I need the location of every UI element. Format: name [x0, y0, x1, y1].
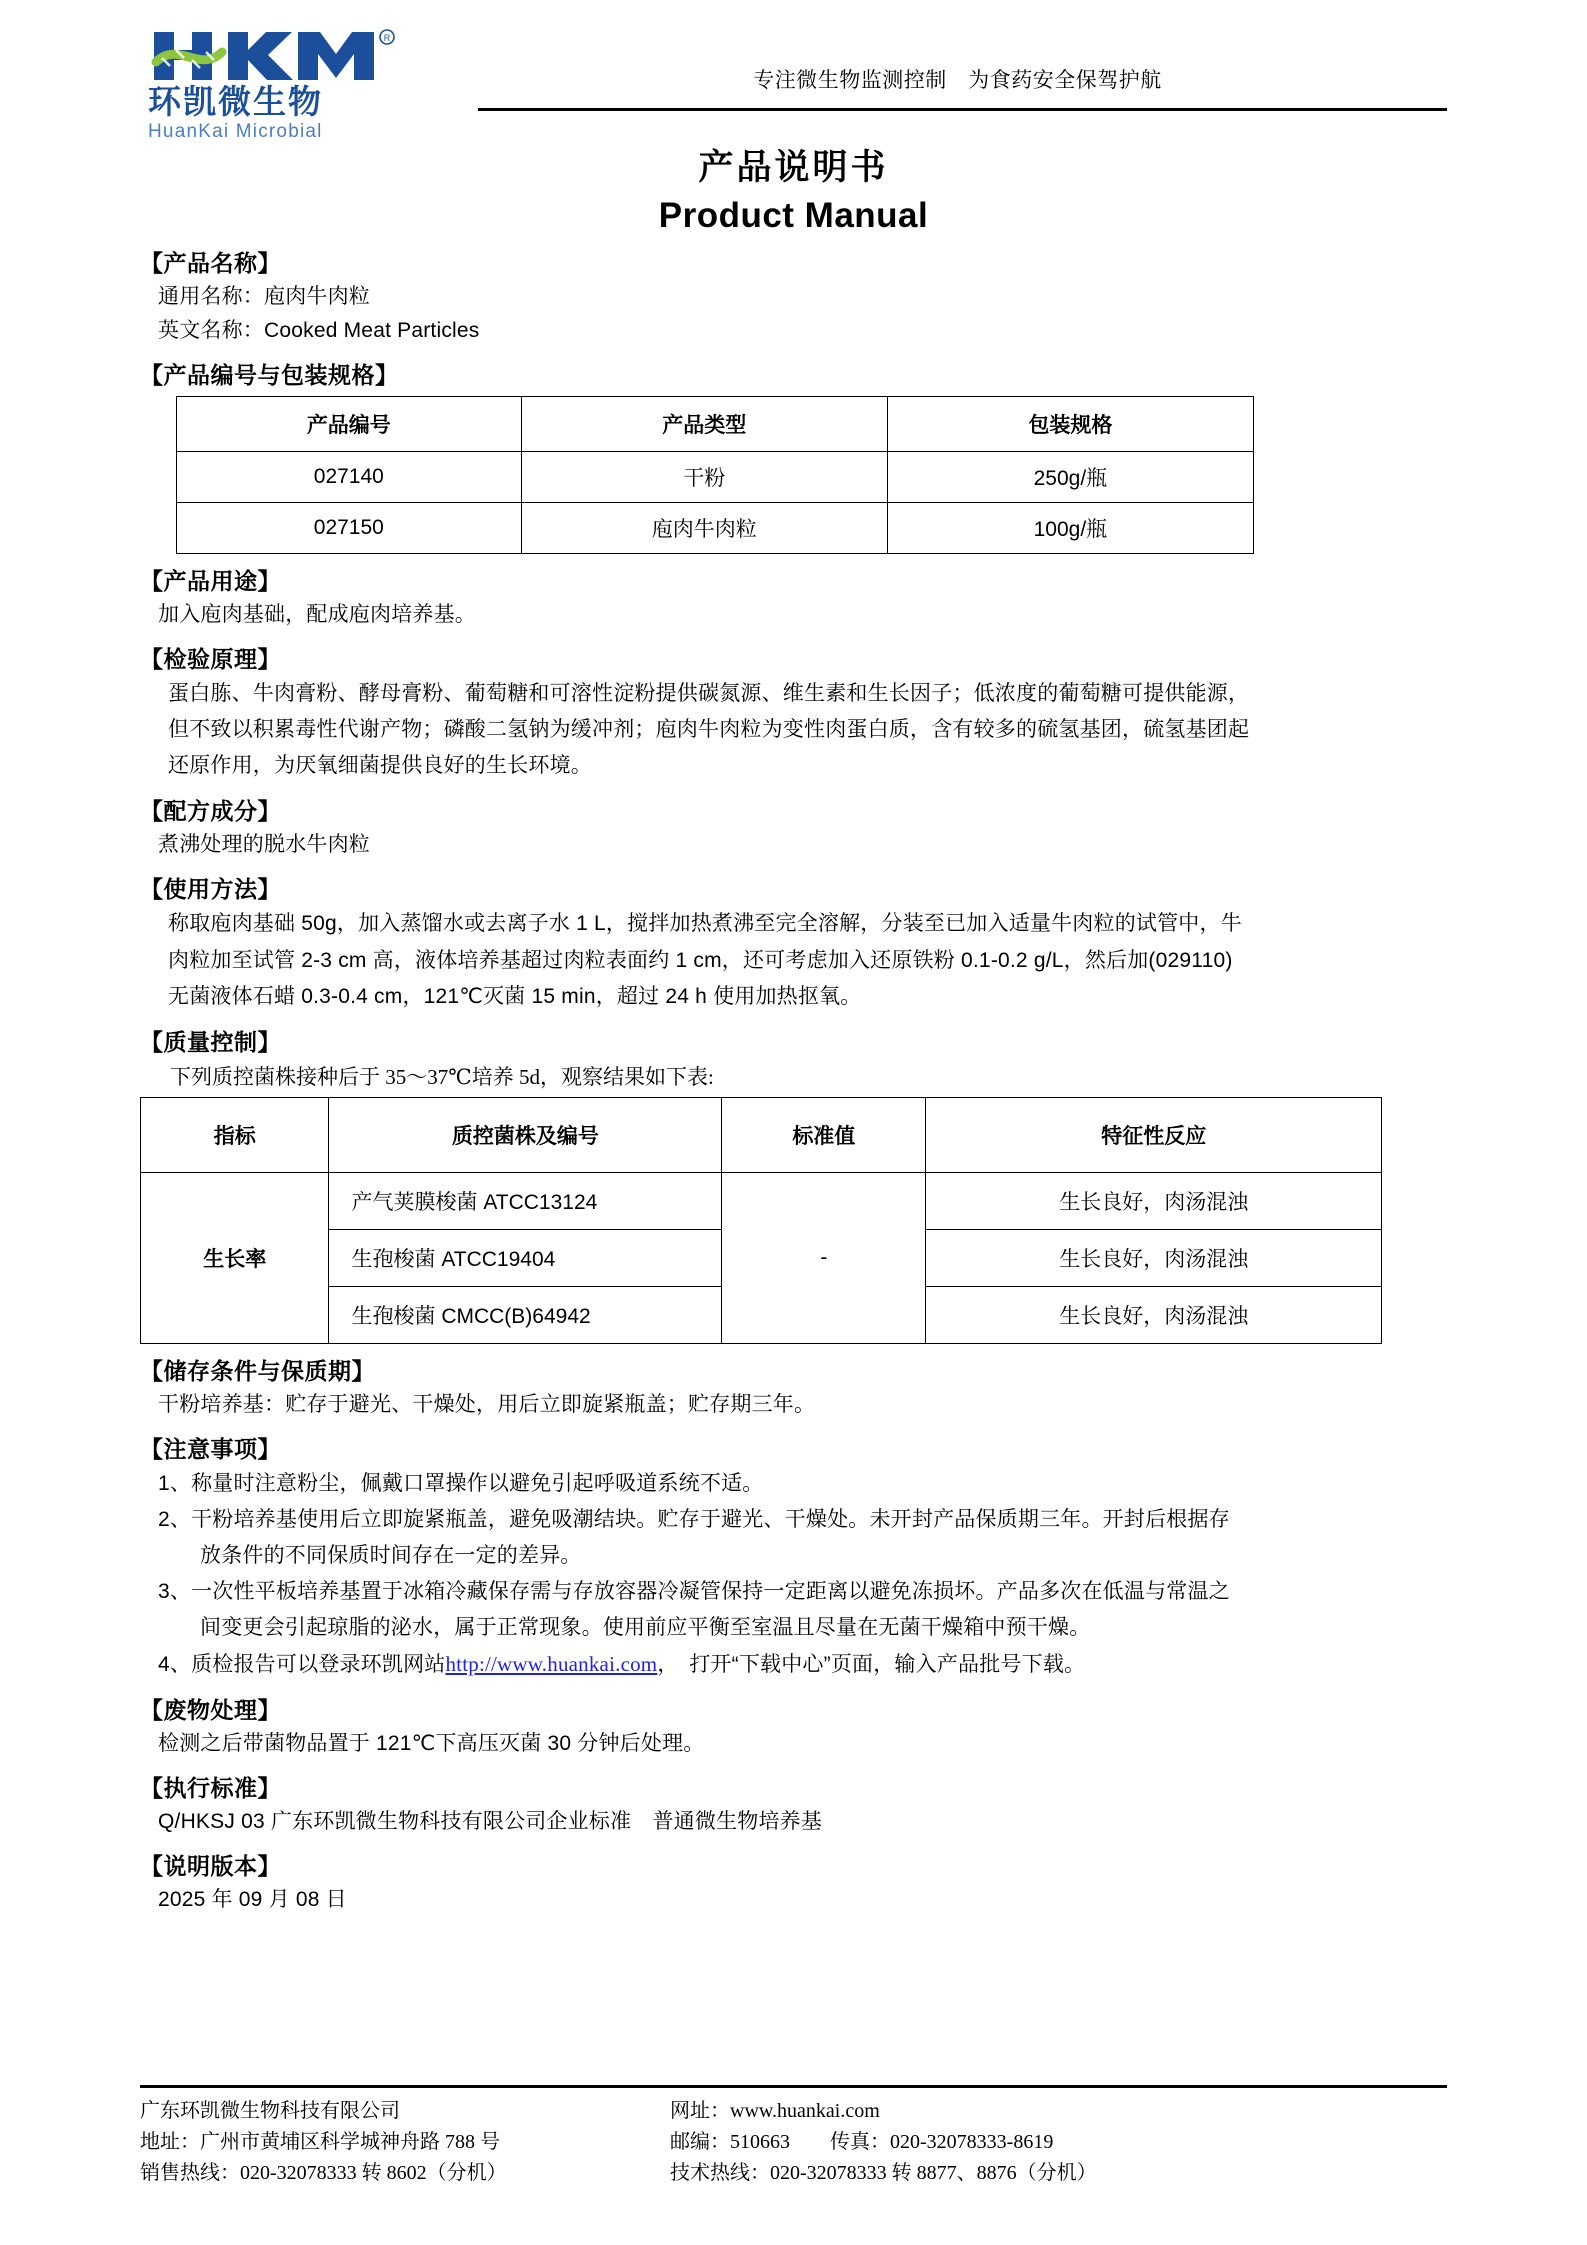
purpose-text: 加入庖肉基础，配成庖肉培养基。 [158, 603, 476, 627]
product-english-name-row [140, 314, 1447, 348]
section-heading-storage: 【储存条件与保质期】 [140, 1357, 375, 1384]
spec-cell-code: 027140 [177, 452, 522, 503]
page-footer [140, 2085, 1447, 2189]
svg-text:R: R [383, 33, 391, 43]
spec-cell-type: 干粉 [521, 452, 887, 503]
spec-cell-code: 027150 [177, 503, 522, 554]
qc-cell-reaction: 生长良好，肉汤混浊 [926, 1229, 1382, 1286]
qc-cell-standard: - [722, 1172, 926, 1343]
spec-cell-package: 100g/瓶 [887, 503, 1253, 554]
principle-line-1: 蛋白胨、牛肉膏粉、酵母膏粉、葡萄糖和可溶性淀粉提供碳氮源、维生素和生长因子；低浓度的葡萄糖可提供能源， [168, 682, 1250, 706]
product-english-name-value: Cooked Meat Particles [264, 319, 480, 343]
page-title-cn: 产品说明书 [698, 148, 889, 187]
note-item-2-text: 2、干粉培养基使用后立即旋紧瓶盖，避免吸潮结块。贮存于避光、干燥处。未开封产品保质期三年。开封后根据存 [158, 1507, 1230, 1531]
footer-address: 地址：广州市黄埔区科学城神舟路 788 号 [140, 2131, 500, 2153]
table-row [177, 452, 1254, 503]
principle-paragraph [140, 676, 1447, 784]
note-item-1-text: 1、称量时注意粉尘，佩戴口罩操作以避免引起呼吸道系统不适。 [158, 1471, 764, 1495]
footer-left-column [140, 2096, 670, 2189]
note-item-2-cont: 放条件的不同保质时间存在一定的差异。 [200, 1543, 582, 1567]
usage-line-1: 称取庖肉基础 50g，加入蒸馏水或去离子水 1 L，搅拌加热煮沸至完全溶解，分装至已加入适量牛肉粒的试管中，牛 [168, 912, 1242, 936]
section-heading-quality-control: 【质量控制】 [140, 1028, 281, 1055]
qc-col-strain: 质控菌株及编号 [329, 1097, 722, 1172]
product-common-name-value: 庖肉牛肉粒 [264, 285, 370, 308]
footer-sales-hotline: 销售热线：020-32078333 转 8602（分机） [140, 2162, 507, 2184]
spec-col-package: 包装规格 [887, 397, 1253, 452]
product-common-name-label: 通用名称： [158, 285, 264, 308]
note-item-4-prefix: 4、质检报告可以登录环凯网站 [158, 1653, 446, 1677]
qc-col-reaction: 特征性反应 [926, 1097, 1382, 1172]
storage-text: 干粉培养基：贮存于避光、干燥处，用后立即旋紧瓶盖；贮存期三年。 [158, 1392, 816, 1416]
product-common-name-row [140, 280, 1447, 314]
header-right [478, 28, 1447, 111]
section-heading-purpose: 【产品用途】 [140, 568, 281, 595]
section-heading-spec: 【产品编号与包装规格】 [140, 362, 399, 389]
note-item-4-suffix: ， 打开“下载中心”页面，输入产品批号下载。 [657, 1653, 1086, 1677]
section-heading-standard: 【执行标准】 [140, 1775, 281, 1802]
qc-cell-index: 生长率 [141, 1172, 329, 1343]
waste-text: 检测之后带菌物品置于 121℃下高压灭菌 30 分钟后处理。 [158, 1732, 705, 1756]
list-item [140, 1502, 1447, 1574]
section-heading-notes: 【注意事项】 [140, 1435, 281, 1462]
company-tagline: 专注微生物监测控制 为食药安全保驾护航 [753, 69, 1162, 92]
qc-intro-text: 下列质控菌株接种后于 35～37℃培养 5d，观察结果如下表: [170, 1064, 714, 1089]
qc-cell-strain: 生孢梭菌 ATCC19404 [329, 1229, 722, 1286]
header-divider [478, 108, 1447, 111]
footer-right-column [670, 2096, 1447, 2189]
section-heading-product-name: 【产品名称】 [140, 250, 281, 276]
logo-english-name: HuanKai Microbial [148, 121, 323, 143]
section-heading-waste: 【废物处理】 [140, 1697, 281, 1724]
usage-paragraph [140, 906, 1447, 1014]
qc-col-index: 指标 [141, 1097, 329, 1172]
principle-line-2: 但不致以积累毒性代谢产物；磷酸二氢钠为缓冲剂；庖肉牛肉粒为变性肉蛋白质，含有较多的硫氢基团，硫氢基团起 [168, 718, 1250, 742]
page-header [140, 0, 1447, 143]
qc-cell-strain: 产气荚膜梭菌 ATCC13124 [329, 1172, 722, 1229]
usage-line-2: 肉粒加至试管 2-3 cm 高，液体培养基超过肉粒表面约 1 cm，还可考虑加入还原铁粉 0.1-0.2 g/L，然后加(029110) [168, 948, 1233, 972]
footer-tech-hotline: 技术热线：020-32078333 转 8877、8876（分机） [670, 2162, 1097, 2184]
footer-divider [140, 2085, 1447, 2088]
section-heading-principle: 【检验原理】 [140, 646, 281, 673]
list-item [140, 1574, 1447, 1646]
principle-line-3: 还原作用，为厌氧细菌提供良好的生长环境。 [168, 754, 592, 778]
table-row [177, 503, 1254, 554]
qc-cell-strain: 生孢梭菌 CMCC(B)64942 [329, 1286, 722, 1343]
footer-company-name: 广东环凯微生物科技有限公司 [140, 2100, 400, 2122]
formula-text: 煮沸处理的脱水牛肉粒 [158, 833, 370, 857]
note-item-3-text: 3、一次性平板培养基置于冰箱冷藏保存需与存放容器冷凝管保持一定距离以避免冻损坏。产品多次在低温与常温之 [158, 1580, 1230, 1604]
version-date: 2025 年 09 月 08 日 [158, 1888, 347, 1912]
footer-postcode-fax: 邮编：510663 传真：020-32078333-8619 [670, 2131, 1054, 2153]
note-item-3-cont: 间变更会引起琼脂的泌水，属于正常现象。使用前应平衡至室温且尽量在无菌干燥箱中预干燥。 [200, 1616, 1091, 1640]
spec-col-code: 产品编号 [177, 397, 522, 452]
qc-cell-reaction: 生长良好，肉汤混浊 [926, 1286, 1382, 1343]
usage-line-3: 无菌液体石蜡 0.3-0.4 cm，121℃灭菌 15 min，超过 24 h 使用加热抠氧。 [168, 984, 862, 1008]
page-title-en: Product Manual [658, 196, 929, 235]
product-english-name-label: 英文名称： [158, 319, 264, 343]
footer-contact-info [140, 2096, 1447, 2189]
spec-col-type: 产品类型 [521, 397, 887, 452]
hkm-logo-icon [148, 28, 448, 86]
qc-cell-reaction: 生长良好，肉汤混浊 [926, 1172, 1382, 1229]
huankai-website-link[interactable]: http://www.huankai.com [445, 1652, 658, 1677]
section-heading-usage: 【使用方法】 [140, 876, 281, 903]
list-item [140, 1466, 1447, 1502]
company-logo [140, 28, 478, 143]
quality-control-table [140, 1097, 1382, 1344]
list-item [140, 1646, 1447, 1683]
spec-cell-type: 庖肉牛肉粒 [521, 503, 887, 554]
section-heading-formula: 【配方成分】 [140, 798, 281, 825]
table-row [141, 1172, 1382, 1229]
standard-text: Q/HKSJ 03 广东环凯微生物科技有限公司企业标准 普通微生物培养基 [158, 1810, 823, 1834]
table-header-row [177, 397, 1254, 452]
section-heading-version: 【说明版本】 [140, 1853, 281, 1880]
qc-col-standard: 标准值 [722, 1097, 926, 1172]
spec-cell-package: 250g/瓶 [887, 452, 1253, 503]
logo-chinese-name: 环凯微生物 [148, 83, 323, 120]
footer-website: 网址：www.huankai.com [670, 2100, 880, 2122]
spec-table [176, 396, 1254, 554]
table-header-row [141, 1097, 1382, 1172]
